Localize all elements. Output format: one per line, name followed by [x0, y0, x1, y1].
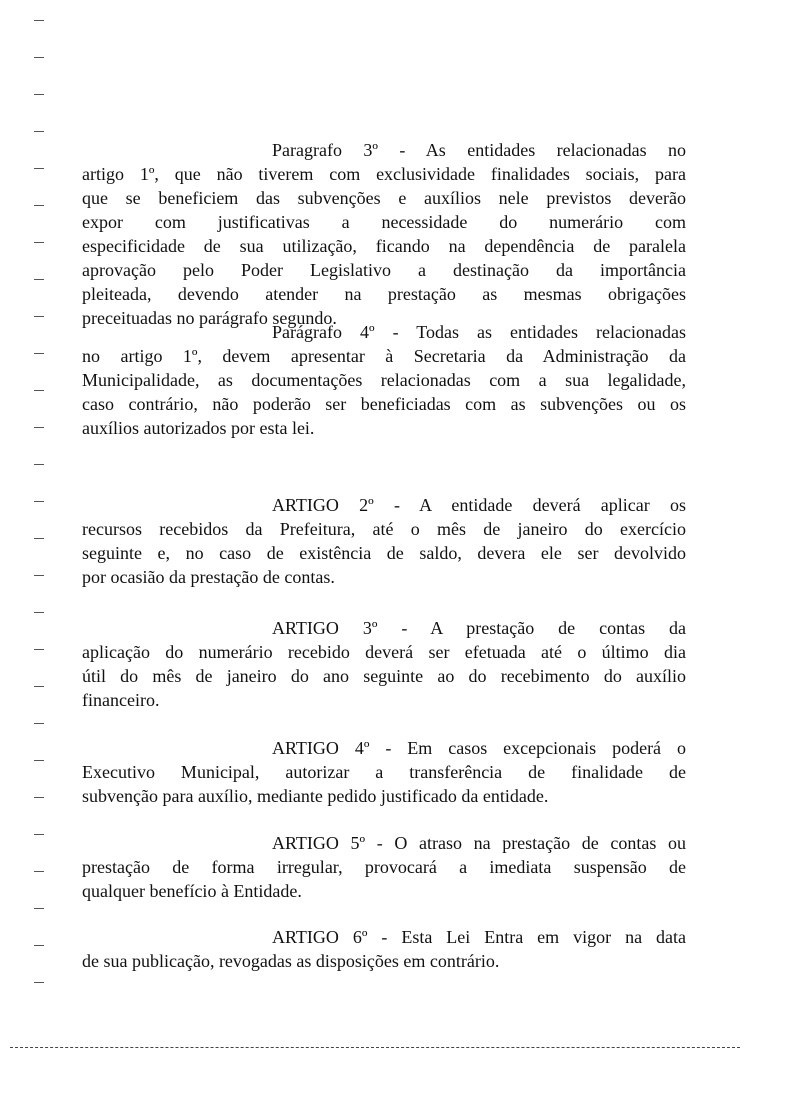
text-line: prestação de forma irregular, provocará a imediata suspensão de	[82, 857, 686, 877]
text-line: preceituadas no parágrafo segundo.	[82, 308, 337, 328]
scan-margin-mark	[34, 723, 44, 724]
scan-margin-mark	[34, 353, 44, 354]
text-line: ARTIGO 5º - O atraso na prestação de contas ou	[272, 833, 686, 853]
scan-margin-mark	[34, 982, 44, 983]
text-line: Paragrafo 3º - As entidades relacionadas no	[272, 140, 686, 160]
text-line: aplicação do numerário recebido deverá ser efetuada até o último dia	[82, 642, 686, 662]
scan-margin-mark	[34, 427, 44, 428]
text-line: ARTIGO 4º - Em casos excepcionais poderá o	[272, 738, 686, 758]
scan-margin-mark	[34, 131, 44, 132]
text-line: que se beneficiem das subvenções e auxílios nele previstos deverão	[82, 188, 686, 208]
scan-margin-mark	[34, 871, 44, 872]
text-line: ARTIGO 6º - Esta Lei Entra em vigor na data	[272, 927, 686, 947]
text-line: de sua publicação, revogadas as disposições em contrário.	[82, 951, 500, 971]
scan-margin-mark	[34, 279, 44, 280]
text-line: especificidade de sua utilização, ficando na dependência de paralela	[82, 236, 686, 256]
paragrafo-4-paragraph	[82, 320, 686, 440]
text-line: qualquer benefício à Entidade.	[82, 881, 302, 901]
scan-margin-mark	[34, 686, 44, 687]
scan-margin-mark	[34, 168, 44, 169]
scan-margin-mark	[34, 538, 44, 539]
text-line: caso contrário, não poderão ser beneficiadas com as subvenções ou os	[82, 394, 686, 414]
scan-margin-mark	[34, 242, 44, 243]
scan-margin-mark	[34, 945, 44, 946]
artigo-4-paragraph	[82, 736, 686, 808]
paragrafo-3-paragraph	[82, 138, 686, 330]
artigo-6-paragraph	[82, 925, 686, 973]
scan-margin-mark	[34, 316, 44, 317]
text-line: útil do mês de janeiro do ano seguinte ao do recebimento do auxílio	[82, 666, 686, 686]
text-line: Municipalidade, as documentações relacionadas com a sua legalidade,	[82, 370, 686, 390]
scan-margin-mark	[34, 575, 44, 576]
scan-margin-mark	[34, 834, 44, 835]
text-line: financeiro.	[82, 690, 160, 710]
text-line: expor com justificativas a necessidade do numerário com	[82, 212, 686, 232]
text-line: aprovação pelo Poder Legislativo a destinação da importância	[82, 260, 686, 280]
text-line: recursos recebidos da Prefeitura, até o mês de janeiro do exercício	[82, 519, 686, 539]
scan-margin-mark	[34, 20, 44, 21]
text-line: pleiteada, devendo atender na prestação as mesmas obrigações	[82, 284, 686, 304]
text-line: auxílios autorizados por esta lei.	[82, 418, 315, 438]
text-line: no artigo 1º, devem apresentar à Secretaria da Administração da	[82, 346, 686, 366]
artigo-5-paragraph	[82, 831, 686, 903]
text-line: Executivo Municipal, autorizar a transferência de finalidade de	[82, 762, 686, 782]
scan-margin-mark	[34, 94, 44, 95]
scan-margin-mark	[34, 908, 44, 909]
scan-margin-mark	[34, 57, 44, 58]
text-line: Parágrafo 4º - Todas as entidades relacionadas	[272, 322, 686, 342]
scan-margin-mark	[34, 464, 44, 465]
scan-margin-mark	[34, 760, 44, 761]
scan-margin-mark	[34, 797, 44, 798]
text-line: subvenção para auxílio, mediante pedido justificado da entidade.	[82, 786, 549, 806]
text-line: por ocasião da prestação de contas.	[82, 567, 335, 587]
text-line: ARTIGO 3º - A prestação de contas da	[272, 618, 686, 638]
text-line: seguinte e, no caso de existência de saldo, devera ele ser devolvido	[82, 543, 686, 563]
scan-margin-mark	[34, 390, 44, 391]
scan-margin-mark	[34, 205, 44, 206]
text-line: artigo 1º, que não tiverem com exclusividade finalidades sociais, para	[82, 164, 686, 184]
bottom-rule	[10, 1047, 740, 1048]
scan-margin-mark	[34, 501, 44, 502]
scan-margin-mark	[34, 612, 44, 613]
artigo-2-paragraph	[82, 493, 686, 589]
artigo-3-paragraph	[82, 616, 686, 712]
text-line: ARTIGO 2º - A entidade deverá aplicar os	[272, 495, 686, 515]
scan-margin-mark	[34, 649, 44, 650]
